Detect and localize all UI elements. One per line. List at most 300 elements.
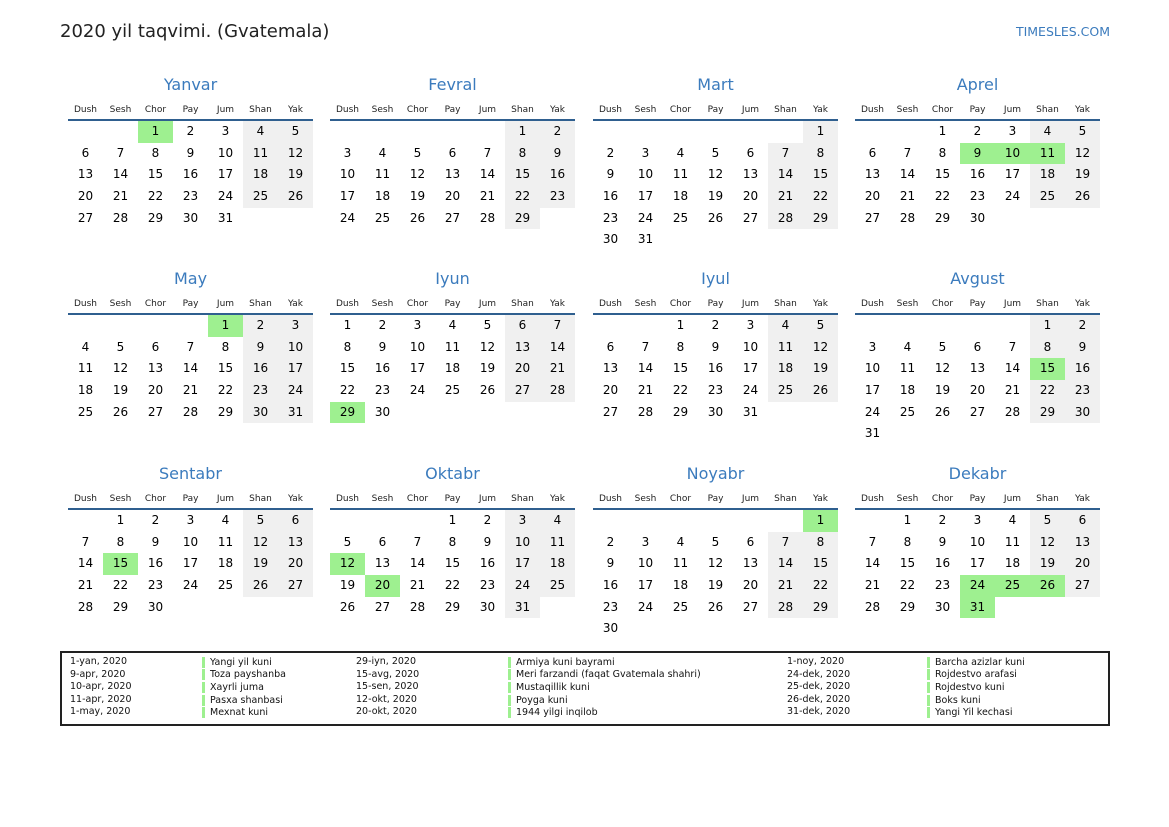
- day-cell: 26: [339, 599, 356, 614]
- weekday-header: Dush: [598, 299, 623, 309]
- week-row: [855, 575, 1100, 597]
- weekday-header: Jum: [741, 299, 760, 309]
- holiday-name: 1944 yilgi inqilob: [508, 707, 598, 718]
- weekday-header: Sesh: [109, 105, 132, 115]
- weekend-day-cell: 15: [803, 553, 838, 575]
- weekend-day-cell: 6: [1065, 510, 1100, 532]
- day-cell: 14: [637, 361, 654, 376]
- empty-cell: [365, 510, 400, 532]
- week-row: [330, 575, 575, 597]
- week-row: [68, 358, 313, 380]
- empty-cell: [663, 510, 698, 532]
- holiday-date: 11-apr, 2020: [70, 693, 132, 705]
- day-cell: 9: [938, 534, 947, 549]
- week-row: [593, 121, 838, 143]
- weekday-header: Jum: [1003, 494, 1022, 504]
- day-cell: 20: [969, 383, 986, 398]
- empty-cell: [628, 121, 663, 143]
- day-cell: 13: [602, 361, 619, 376]
- week-row: [68, 597, 313, 619]
- month-oktabr: [330, 463, 575, 645]
- weekday-header: Chor: [931, 494, 954, 504]
- day-cell: 27: [444, 210, 461, 225]
- holiday-day-cell: 25: [995, 575, 1030, 597]
- day-cell: 19: [479, 361, 496, 376]
- day-cell: 12: [707, 167, 724, 182]
- week-row: [330, 208, 575, 230]
- day-cell: 7: [116, 145, 125, 160]
- month-title: Iyun: [435, 269, 470, 288]
- weeks: [855, 315, 1100, 445]
- weekend-day-cell: 2: [540, 121, 575, 143]
- week-row: [855, 337, 1100, 359]
- week-row: [330, 597, 575, 619]
- week-row: [68, 164, 313, 186]
- day-cell: 10: [742, 339, 759, 354]
- empty-cell: [663, 229, 698, 251]
- weekend-day-cell: 16: [540, 164, 575, 186]
- day-cell: 30: [602, 232, 619, 247]
- weekend-day-cell: 19: [1030, 553, 1065, 575]
- empty-cell: [1065, 208, 1100, 230]
- day-cell: 23: [147, 578, 164, 593]
- day-cell: 21: [637, 383, 654, 398]
- day-cell: 24: [742, 383, 759, 398]
- empty-cell: [173, 597, 208, 619]
- day-cell: 7: [483, 145, 492, 160]
- week-row: [593, 186, 838, 208]
- day-cell: 1: [938, 124, 947, 138]
- week-row: [68, 186, 313, 208]
- day-cell: 15: [899, 556, 916, 571]
- day-cell: 31: [864, 426, 881, 441]
- weekend-day-cell: 22: [803, 186, 838, 208]
- weekday-header: Pay: [444, 105, 461, 115]
- weekend-day-cell: 14: [768, 553, 803, 575]
- day-cell: 16: [479, 556, 496, 571]
- holiday-day-cell: 12: [330, 553, 365, 575]
- holiday-day-cell: 24: [960, 575, 995, 597]
- day-cell: 29: [672, 404, 689, 419]
- week-row: [68, 380, 313, 402]
- weekday-header: Pay: [969, 105, 986, 115]
- day-cell: 8: [221, 339, 230, 354]
- holiday-name: Xayrli juma: [202, 682, 264, 693]
- month-noyabr: [593, 463, 838, 645]
- weekday-header: Yak: [813, 299, 828, 309]
- weekday-header: Sesh: [371, 494, 394, 504]
- weekday-header: Yak: [813, 105, 828, 115]
- day-cell: 19: [707, 189, 724, 204]
- week-row: [593, 575, 838, 597]
- day-cell: 16: [707, 361, 724, 376]
- day-cell: 30: [479, 599, 496, 614]
- day-cell: 6: [606, 339, 615, 354]
- empty-cell: [890, 315, 925, 337]
- empty-cell: [1065, 423, 1100, 445]
- day-cell: 30: [182, 210, 199, 225]
- day-cell: 25: [672, 210, 689, 225]
- weekend-day-cell: 11: [768, 337, 803, 359]
- weekend-day-cell: 3: [278, 315, 313, 337]
- weekday-header: Shan: [511, 105, 534, 115]
- day-cell: 6: [973, 339, 982, 354]
- weekend-day-cell: 25: [1030, 186, 1065, 208]
- day-cell: 9: [186, 145, 195, 160]
- weekend-day-cell: 18: [768, 358, 803, 380]
- day-cell: 27: [147, 404, 164, 419]
- weekday-header: Dush: [335, 494, 360, 504]
- weekday-header-row: [68, 491, 313, 510]
- month-fevral: [330, 74, 575, 256]
- empty-cell: [278, 208, 313, 230]
- day-cell: 5: [938, 339, 947, 354]
- holiday-name: Meri farzandi (faqat Gvatemala shahri): [508, 669, 701, 680]
- month-iyul: [593, 268, 838, 450]
- month-title: Iyul: [701, 269, 730, 288]
- weekday-header: Sesh: [109, 494, 132, 504]
- weekday-header: Chor: [144, 299, 167, 309]
- empty-cell: [698, 229, 733, 251]
- day-cell: 3: [973, 513, 982, 527]
- empty-cell: [890, 423, 925, 445]
- weekend-day-cell: 1: [803, 121, 838, 143]
- day-cell: 3: [746, 318, 755, 332]
- weekend-day-cell: 5: [1030, 510, 1065, 532]
- holiday-name: Barcha azizlar kuni: [927, 657, 1025, 668]
- week-row: [593, 510, 838, 532]
- day-cell: 27: [77, 210, 94, 225]
- day-cell: 26: [934, 404, 951, 419]
- day-cell: 24: [339, 210, 356, 225]
- weekend-day-cell: 29: [1030, 402, 1065, 424]
- weekend-day-cell: 19: [243, 553, 278, 575]
- empty-cell: [733, 121, 768, 143]
- day-cell: 15: [217, 361, 234, 376]
- week-row: [330, 532, 575, 554]
- day-cell: 25: [217, 578, 234, 593]
- day-cell: 4: [221, 513, 230, 527]
- weekend-day-cell: 29: [803, 208, 838, 230]
- weekday-header: Sesh: [634, 105, 657, 115]
- weekend-day-cell: 28: [540, 380, 575, 402]
- empty-cell: [173, 315, 208, 337]
- empty-cell: [68, 121, 103, 143]
- week-row: [68, 315, 313, 337]
- weekend-day-cell: 27: [278, 575, 313, 597]
- weekend-day-cell: 5: [243, 510, 278, 532]
- day-cell: 17: [409, 361, 426, 376]
- weekend-day-cell: 15: [505, 164, 540, 186]
- weekday-header: Jum: [741, 494, 760, 504]
- weekday-header: Pay: [969, 299, 986, 309]
- weekday-header: Sesh: [896, 494, 919, 504]
- day-cell: 7: [868, 534, 877, 549]
- week-row: [68, 143, 313, 165]
- weekend-day-cell: 21: [768, 186, 803, 208]
- weekday-header: Yak: [288, 494, 303, 504]
- weekend-day-cell: 16: [243, 358, 278, 380]
- week-row: [68, 532, 313, 554]
- weekday-header: Chor: [669, 494, 692, 504]
- day-cell: 4: [676, 534, 685, 549]
- day-cell: 14: [479, 167, 496, 182]
- day-cell: 30: [374, 404, 391, 419]
- day-cell: 30: [969, 210, 986, 225]
- empty-cell: [768, 402, 803, 424]
- day-cell: 10: [637, 167, 654, 182]
- day-cell: 3: [413, 318, 422, 332]
- weekday-header: Yak: [813, 494, 828, 504]
- day-cell: 8: [903, 534, 912, 549]
- day-cell: 17: [1004, 167, 1021, 182]
- weekend-day-cell: 20: [1065, 553, 1100, 575]
- empty-cell: [768, 510, 803, 532]
- weekday-header-row: [855, 296, 1100, 315]
- week-row: [593, 337, 838, 359]
- day-cell: 24: [1004, 189, 1021, 204]
- week-row: [855, 208, 1100, 230]
- weekend-day-cell: 12: [803, 337, 838, 359]
- weekday-header: Yak: [1075, 299, 1090, 309]
- weekday-header-row: [330, 491, 575, 510]
- weekday-header: Jum: [1003, 105, 1022, 115]
- weekend-day-cell: 17: [278, 358, 313, 380]
- empty-cell: [995, 597, 1030, 619]
- page-title: 2020 yil taqvimi. (Gvatemala): [60, 21, 330, 42]
- day-cell: 14: [112, 167, 129, 182]
- empty-cell: [960, 423, 995, 445]
- weekend-day-cell: 12: [1065, 143, 1100, 165]
- day-cell: 16: [182, 167, 199, 182]
- day-cell: 7: [903, 145, 912, 160]
- day-cell: 11: [217, 534, 234, 549]
- month-yanvar: [68, 74, 313, 256]
- holiday-date: 29-iyn, 2020: [356, 656, 417, 667]
- week-row: [855, 186, 1100, 208]
- weekend-day-cell: 25: [768, 380, 803, 402]
- empty-cell: [278, 597, 313, 619]
- weekend-day-cell: 7: [768, 143, 803, 165]
- week-row: [593, 597, 838, 619]
- weekend-day-cell: 8: [803, 143, 838, 165]
- day-cell: 15: [147, 167, 164, 182]
- weekday-header: Pay: [707, 105, 724, 115]
- weekday-header: Dush: [598, 105, 623, 115]
- day-cell: 10: [217, 145, 234, 160]
- day-cell: 2: [711, 318, 720, 332]
- week-row: [855, 315, 1100, 337]
- day-cell: 2: [483, 513, 492, 527]
- day-cell: 10: [409, 339, 426, 354]
- holiday-legend: [60, 651, 1110, 726]
- week-row: [593, 208, 838, 230]
- day-cell: 30: [934, 599, 951, 614]
- empty-cell: [103, 315, 138, 337]
- day-cell: 13: [742, 167, 759, 182]
- day-cell: 8: [151, 145, 160, 160]
- empty-cell: [698, 510, 733, 532]
- day-cell: 1: [116, 513, 125, 527]
- weekday-header: Jum: [1003, 299, 1022, 309]
- week-row: [68, 121, 313, 143]
- weeks: [68, 510, 313, 618]
- weekday-header: Shan: [774, 299, 797, 309]
- day-cell: 7: [186, 339, 195, 354]
- day-cell: 23: [374, 383, 391, 398]
- day-cell: 15: [672, 361, 689, 376]
- weekday-header: Dush: [73, 494, 98, 504]
- weekend-day-cell: 18: [243, 164, 278, 186]
- day-cell: 23: [602, 599, 619, 614]
- weekend-day-cell: 13: [278, 532, 313, 554]
- empty-cell: [855, 510, 890, 532]
- weekend-day-cell: 15: [803, 164, 838, 186]
- week-row: [593, 315, 838, 337]
- day-cell: 21: [899, 189, 916, 204]
- empty-cell: [470, 402, 505, 424]
- weekend-day-cell: 27: [505, 380, 540, 402]
- empty-cell: [138, 315, 173, 337]
- empty-cell: [768, 121, 803, 143]
- holiday-date: 10-apr, 2020: [70, 681, 132, 693]
- holiday-name: Boks kuni: [927, 695, 981, 706]
- day-cell: 8: [448, 534, 457, 549]
- day-cell: 3: [221, 124, 230, 138]
- weekday-header: Dush: [73, 299, 98, 309]
- day-cell: 21: [1004, 383, 1021, 398]
- day-cell: 1: [903, 513, 912, 527]
- weekend-day-cell: 1: [505, 121, 540, 143]
- empty-cell: [400, 510, 435, 532]
- week-row: [330, 358, 575, 380]
- weekday-header: Pay: [444, 299, 461, 309]
- month-may: [68, 268, 313, 450]
- empty-cell: [400, 402, 435, 424]
- day-cell: 18: [217, 556, 234, 571]
- weekend-day-cell: 4: [243, 121, 278, 143]
- holiday-name: Armiya kuni bayrami: [508, 657, 615, 668]
- weekday-header: Chor: [669, 105, 692, 115]
- day-cell: 7: [641, 339, 650, 354]
- day-cell: 11: [444, 339, 461, 354]
- day-cell: 17: [637, 189, 654, 204]
- weekend-day-cell: 7: [540, 315, 575, 337]
- day-cell: 20: [742, 578, 759, 593]
- day-cell: 19: [409, 189, 426, 204]
- weekday-header: Dush: [860, 299, 885, 309]
- day-cell: 14: [899, 167, 916, 182]
- weekday-header: Chor: [931, 105, 954, 115]
- weekday-header: Sesh: [634, 299, 657, 309]
- weekend-day-cell: 22: [505, 186, 540, 208]
- day-cell: 11: [672, 167, 689, 182]
- day-cell: 13: [77, 167, 94, 182]
- day-cell: 18: [899, 383, 916, 398]
- month-title: Noyabr: [686, 464, 745, 483]
- day-cell: 13: [864, 167, 881, 182]
- day-cell: 31: [742, 404, 759, 419]
- day-cell: 19: [339, 578, 356, 593]
- day-cell: 16: [969, 167, 986, 182]
- weekday-header-row: [330, 296, 575, 315]
- week-row: [855, 510, 1100, 532]
- empty-cell: [803, 618, 838, 640]
- weekday-header-row: [593, 102, 838, 121]
- holiday-day-cell: 1: [208, 315, 243, 337]
- empty-cell: [330, 121, 365, 143]
- day-cell: 19: [112, 383, 129, 398]
- weekend-day-cell: 31: [278, 402, 313, 424]
- week-row: [855, 423, 1100, 445]
- day-cell: 13: [969, 361, 986, 376]
- month-sentabr: [68, 463, 313, 645]
- weekday-header: Shan: [774, 494, 797, 504]
- empty-cell: [68, 315, 103, 337]
- day-cell: 28: [409, 599, 426, 614]
- empty-cell: [470, 121, 505, 143]
- weekday-header: Yak: [288, 299, 303, 309]
- day-cell: 7: [1008, 339, 1017, 354]
- weekday-header: Shan: [511, 494, 534, 504]
- weekend-day-cell: 27: [1065, 575, 1100, 597]
- holiday-name: Mexnat kuni: [202, 707, 268, 718]
- holiday-day-cell: 26: [1030, 575, 1065, 597]
- day-cell: 29: [147, 210, 164, 225]
- day-cell: 20: [864, 189, 881, 204]
- weekend-day-cell: 23: [243, 380, 278, 402]
- day-cell: 9: [606, 167, 615, 182]
- weekend-day-cell: 18: [540, 553, 575, 575]
- weeks: [855, 510, 1100, 618]
- empty-cell: [663, 618, 698, 640]
- day-cell: 29: [112, 599, 129, 614]
- holiday-day-cell: 1: [138, 121, 173, 143]
- weekend-day-cell: 14: [540, 337, 575, 359]
- day-cell: 6: [868, 145, 877, 160]
- day-cell: 22: [934, 189, 951, 204]
- day-cell: 8: [116, 534, 125, 549]
- empty-cell: [698, 618, 733, 640]
- day-cell: 27: [969, 404, 986, 419]
- empty-cell: [995, 423, 1030, 445]
- week-row: [330, 380, 575, 402]
- day-cell: 23: [707, 383, 724, 398]
- day-cell: 10: [637, 556, 654, 571]
- weekend-day-cell: 2: [243, 315, 278, 337]
- empty-cell: [995, 208, 1030, 230]
- day-cell: 17: [339, 189, 356, 204]
- month-title: Avgust: [950, 269, 1005, 288]
- day-cell: 4: [378, 145, 387, 160]
- day-cell: 13: [444, 167, 461, 182]
- site-brand: TIMESLES.COM: [1015, 24, 1110, 39]
- day-cell: 9: [711, 339, 720, 354]
- weekday-header: Yak: [288, 105, 303, 115]
- weekend-day-cell: 10: [505, 532, 540, 554]
- holiday-date: 12-okt, 2020: [356, 693, 417, 705]
- day-cell: 16: [934, 556, 951, 571]
- day-cell: 26: [112, 404, 129, 419]
- empty-cell: [243, 597, 278, 619]
- weeks: [330, 315, 575, 423]
- empty-cell: [243, 208, 278, 230]
- week-row: [593, 143, 838, 165]
- empty-cell: [733, 510, 768, 532]
- day-cell: 18: [1004, 556, 1021, 571]
- weekday-header-row: [68, 296, 313, 315]
- weekend-day-cell: 6: [278, 510, 313, 532]
